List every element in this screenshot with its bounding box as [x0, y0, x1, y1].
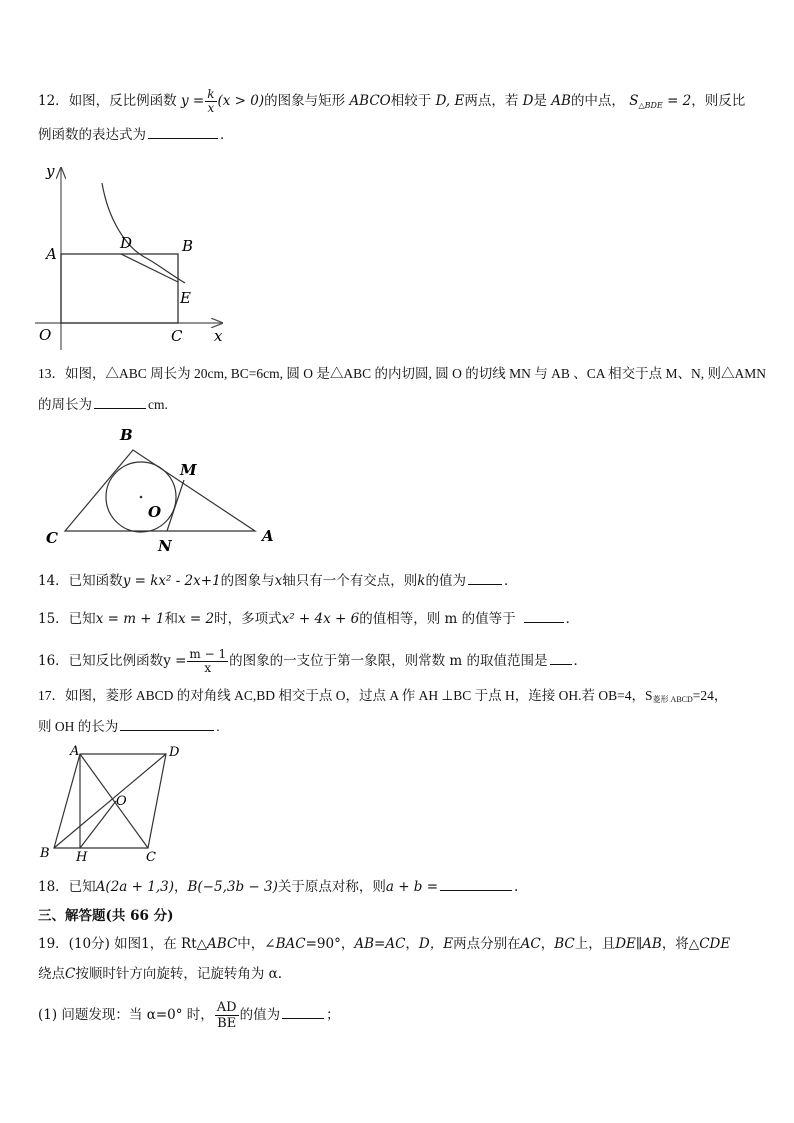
label-x: x — [214, 327, 223, 345]
q17-line1: 17．如图，菱形 ABCD 的对角线 AC,BD 相交于点 O，过点 A 作 AH ⊥BC 于点 H，连接 OH.若 OB=4，S菱形 ABCD=24， — [38, 688, 728, 704]
answer-blank — [524, 608, 564, 623]
label-b: B — [182, 237, 194, 255]
answer-blank — [282, 1004, 324, 1019]
section-title: 三、解答题(共 66 分) — [38, 908, 174, 924]
q12-line1: 12．如图，反比例函数 y = $\frac{k}{x}$ (x > 0)的图象与矩形 ABCO相较于 D, E两点，若 D是 AB的中点， $S_{\triangle BDE} = 2$，则反比 — [38, 87, 746, 115]
rectangle-abco — [61, 254, 178, 323]
svg-text:O: O — [148, 503, 162, 521]
fraction: $\frac{AD}{BE}$ — [216, 1000, 237, 1031]
q13-line2: 的周长为 cm. — [38, 394, 168, 415]
q12-line2: 例函数的表达式为 ． — [38, 124, 234, 145]
answer-blank — [440, 876, 512, 891]
q12-area: $S_{\triangle BDE} = 2$ — [629, 93, 692, 110]
answer-blank — [148, 124, 218, 139]
q19-line1: 19．(10分) 如图1，在 Rt△ABC中，∠BAC=90°，AB=AC，D，E两点分别在AC，BC上，且DE∥AB，将△CDE — [38, 936, 731, 952]
label-e: E — [180, 289, 191, 307]
q12-function: y = $\frac{k}{x}$ (x > 0) — [180, 87, 265, 115]
label-c: C — [171, 327, 183, 345]
segment-oh — [80, 801, 116, 848]
answer-blank — [468, 570, 502, 585]
svg-text:B: B — [120, 426, 133, 444]
q13-line1: 13．如图，△ABC 周长为 20cm, BC=6cm, 圆 O 是△ABC 的内切圆, 圆 O 的切线 MN 与 AB 、CA 相交于点 M、N, 则△AMN — [38, 366, 767, 381]
q14-line: 14．已知函数y = kx² - 2x+1的图象与x轴只有一个有交点，则k的值为 ． — [38, 570, 517, 591]
answer-blank — [94, 394, 146, 409]
svg-text:A: A — [70, 744, 80, 759]
q19-part1: (1) 问题发现：当 α=0° 时， $\frac{AD}{BE}$ 的值为 ； — [38, 1000, 340, 1031]
svg-text:O: O — [116, 794, 127, 809]
label-a: A — [46, 245, 57, 263]
svg-text:C: C — [146, 850, 156, 865]
q15-line: 15．已知x = m + 1和x = 2时，多项式x² + 4x + 6的值相等，则 m 的值等于 ． — [38, 608, 579, 629]
svg-text:D: D — [169, 745, 180, 760]
q18-line: 18．已知A(2a + 1,3)，B(−5,3b − 3)关于原点对称，则a + b = . — [38, 876, 518, 897]
svg-text:N: N — [158, 537, 172, 555]
q17-figure — [36, 742, 196, 867]
answer-blank — [120, 716, 214, 731]
q12-figure — [30, 158, 230, 354]
svg-text:B: B — [40, 846, 50, 861]
q19-line2: 绕点C按顺时针方向旋转，记旋转角为 α. — [38, 966, 283, 982]
label-d: D — [120, 234, 133, 252]
svg-text:M: M — [180, 461, 197, 479]
q13-figure — [40, 422, 290, 557]
label-y: y — [46, 162, 55, 180]
hyperbola-curve — [102, 183, 185, 283]
label-o: O — [39, 326, 52, 344]
svg-text:C: C — [46, 529, 58, 547]
q17-line2: 则 OH 的长为 . — [38, 716, 220, 737]
fraction: $\frac{m - 1}{x}$ — [189, 647, 227, 675]
center-dot — [140, 496, 143, 499]
svg-text:H: H — [76, 850, 88, 865]
segment-de — [121, 254, 178, 282]
q16-line: 16．已知反比例函数y = $\frac{m - 1}{x}$ 的图象的一支位于第一象限，则常数 m 的取值范围是 ． — [38, 647, 588, 675]
svg-text:A: A — [262, 527, 274, 545]
tangent-mn — [167, 480, 184, 531]
answer-blank — [550, 650, 572, 665]
diagonal-bd — [54, 754, 166, 848]
